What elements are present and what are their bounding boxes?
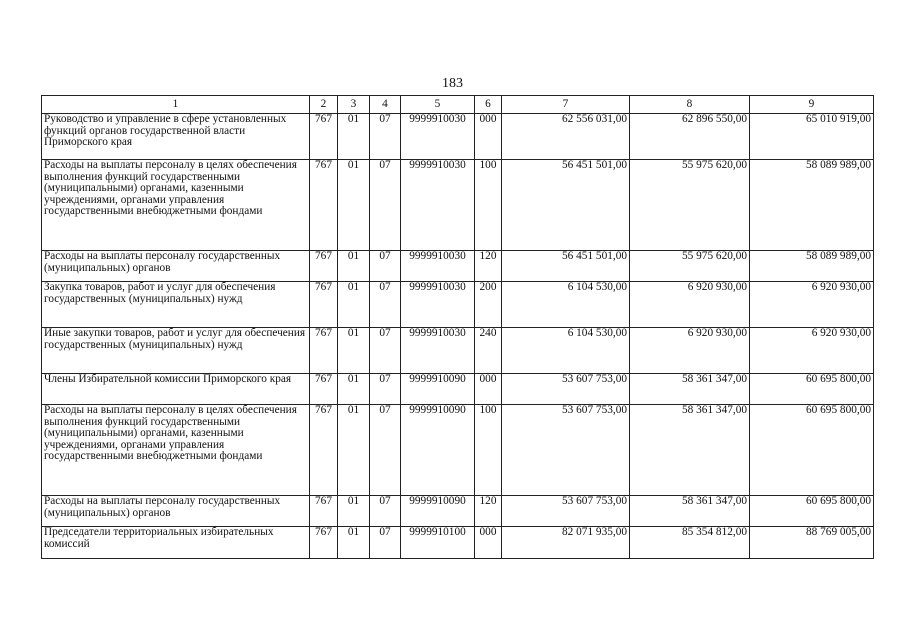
row-name: Иные закупки товаров, работ и услуг для обеспечения государственных (муниципальных) нужд bbox=[42, 328, 310, 374]
amount-col9: 60 695 800,00 bbox=[750, 405, 874, 496]
table-row bbox=[42, 160, 874, 251]
header-cell: 6 bbox=[475, 96, 502, 114]
razdel-code: 01 bbox=[338, 114, 370, 160]
podrazdel-code: 07 bbox=[370, 496, 401, 527]
razdel-code: 01 bbox=[338, 328, 370, 374]
glava-code: 767 bbox=[310, 160, 338, 251]
amount-col7: 53 607 753,00 bbox=[502, 374, 630, 405]
glava-code: 767 bbox=[310, 282, 338, 328]
row-name: Расходы на выплаты персоналу государственных (муниципальных) органов bbox=[42, 251, 310, 282]
header-cell: 3 bbox=[338, 96, 370, 114]
header-cell: 4 bbox=[370, 96, 401, 114]
amount-col7: 6 104 530,00 bbox=[502, 328, 630, 374]
amount-col8: 6 920 930,00 bbox=[630, 282, 750, 328]
header-cell: 9 bbox=[750, 96, 874, 114]
podrazdel-code: 07 bbox=[370, 251, 401, 282]
amount-col9: 6 920 930,00 bbox=[750, 328, 874, 374]
expense-type-code: 120 bbox=[475, 251, 502, 282]
amount-col8: 58 361 347,00 bbox=[630, 496, 750, 527]
target-article-code: 9999910030 bbox=[401, 328, 475, 374]
target-article-code: 9999910090 bbox=[401, 496, 475, 527]
amount-col7: 56 451 501,00 bbox=[502, 160, 630, 251]
table-row bbox=[42, 527, 874, 559]
target-article-code: 9999910030 bbox=[401, 114, 475, 160]
amount-col8: 58 361 347,00 bbox=[630, 374, 750, 405]
table-row bbox=[42, 405, 874, 496]
podrazdel-code: 07 bbox=[370, 374, 401, 405]
row-name: Расходы на выплаты персоналу в целях обеспечения выполнения функций государственными (муниципальными) органами, казенными учреждениями, органами управления государственными внебюджетными фондами bbox=[42, 160, 310, 251]
amount-col7: 53 607 753,00 bbox=[502, 496, 630, 527]
table-row bbox=[42, 374, 874, 405]
target-article-code: 9999910030 bbox=[401, 251, 475, 282]
expense-type-code: 000 bbox=[475, 114, 502, 160]
amount-col8: 55 975 620,00 bbox=[630, 251, 750, 282]
podrazdel-code: 07 bbox=[370, 328, 401, 374]
amount-col9: 60 695 800,00 bbox=[750, 374, 874, 405]
amount-col8: 62 896 550,00 bbox=[630, 114, 750, 160]
razdel-code: 01 bbox=[338, 405, 370, 496]
header-cell: 2 bbox=[310, 96, 338, 114]
amount-col9: 58 089 989,00 bbox=[750, 251, 874, 282]
podrazdel-code: 07 bbox=[370, 527, 401, 559]
amount-col9: 6 920 930,00 bbox=[750, 282, 874, 328]
table-row bbox=[42, 251, 874, 282]
header-cell: 8 bbox=[630, 96, 750, 114]
razdel-code: 01 bbox=[338, 496, 370, 527]
amount-col7: 53 607 753,00 bbox=[502, 405, 630, 496]
glava-code: 767 bbox=[310, 496, 338, 527]
table-row bbox=[42, 328, 874, 374]
expense-type-code: 240 bbox=[475, 328, 502, 374]
expense-type-code: 100 bbox=[475, 160, 502, 251]
expense-type-code: 000 bbox=[475, 527, 502, 559]
table-row bbox=[42, 114, 874, 160]
amount-col7: 82 071 935,00 bbox=[502, 527, 630, 559]
amount-col9: 60 695 800,00 bbox=[750, 496, 874, 527]
target-article-code: 9999910030 bbox=[401, 160, 475, 251]
header-cell: 1 bbox=[42, 96, 310, 114]
expense-type-code: 120 bbox=[475, 496, 502, 527]
row-name: Руководство и управление в сфере установленных функций органов государственной власти Приморского края bbox=[42, 114, 310, 160]
header-row bbox=[42, 96, 874, 114]
row-name: Расходы на выплаты персоналу в целях обеспечения выполнения функций государственными (муниципальными) органами, казенными учреждениями, органами управления государственными внебюджетными фондами bbox=[42, 405, 310, 496]
razdel-code: 01 bbox=[338, 251, 370, 282]
page-number: 183 bbox=[442, 76, 463, 91]
razdel-code: 01 bbox=[338, 282, 370, 328]
amount-col9: 88 769 005,00 bbox=[750, 527, 874, 559]
table-row bbox=[42, 496, 874, 527]
row-name: Члены Избирательной комиссии Приморского края bbox=[42, 374, 310, 405]
glava-code: 767 bbox=[310, 328, 338, 374]
glava-code: 767 bbox=[310, 527, 338, 559]
podrazdel-code: 07 bbox=[370, 282, 401, 328]
razdel-code: 01 bbox=[338, 527, 370, 559]
expense-type-code: 100 bbox=[475, 405, 502, 496]
amount-col7: 6 104 530,00 bbox=[502, 282, 630, 328]
podrazdel-code: 07 bbox=[370, 114, 401, 160]
target-article-code: 9999910090 bbox=[401, 405, 475, 496]
amount-col8: 6 920 930,00 bbox=[630, 328, 750, 374]
expense-type-code: 200 bbox=[475, 282, 502, 328]
expense-type-code: 000 bbox=[475, 374, 502, 405]
amount-col9: 58 089 989,00 bbox=[750, 160, 874, 251]
table-row bbox=[42, 282, 874, 328]
header-cell: 5 bbox=[401, 96, 475, 114]
row-name: Председатели территориальных избирательных комиссий bbox=[42, 527, 310, 559]
amount-col8: 58 361 347,00 bbox=[630, 405, 750, 496]
razdel-code: 01 bbox=[338, 374, 370, 405]
razdel-code: 01 bbox=[338, 160, 370, 251]
row-name: Закупка товаров, работ и услуг для обеспечения государственных (муниципальных) нужд bbox=[42, 282, 310, 328]
row-name: Расходы на выплаты персоналу государственных (муниципальных) органов bbox=[42, 496, 310, 527]
podrazdel-code: 07 bbox=[370, 160, 401, 251]
amount-col9: 65 010 919,00 bbox=[750, 114, 874, 160]
glava-code: 767 bbox=[310, 405, 338, 496]
budget-table bbox=[41, 95, 874, 559]
podrazdel-code: 07 bbox=[370, 405, 401, 496]
glava-code: 767 bbox=[310, 114, 338, 160]
amount-col7: 62 556 031,00 bbox=[502, 114, 630, 160]
target-article-code: 9999910030 bbox=[401, 282, 475, 328]
glava-code: 767 bbox=[310, 374, 338, 405]
target-article-code: 9999910100 bbox=[401, 527, 475, 559]
header-cell: 7 bbox=[502, 96, 630, 114]
target-article-code: 9999910090 bbox=[401, 374, 475, 405]
amount-col8: 55 975 620,00 bbox=[630, 160, 750, 251]
amount-col7: 56 451 501,00 bbox=[502, 251, 630, 282]
glava-code: 767 bbox=[310, 251, 338, 282]
amount-col8: 85 354 812,00 bbox=[630, 527, 750, 559]
